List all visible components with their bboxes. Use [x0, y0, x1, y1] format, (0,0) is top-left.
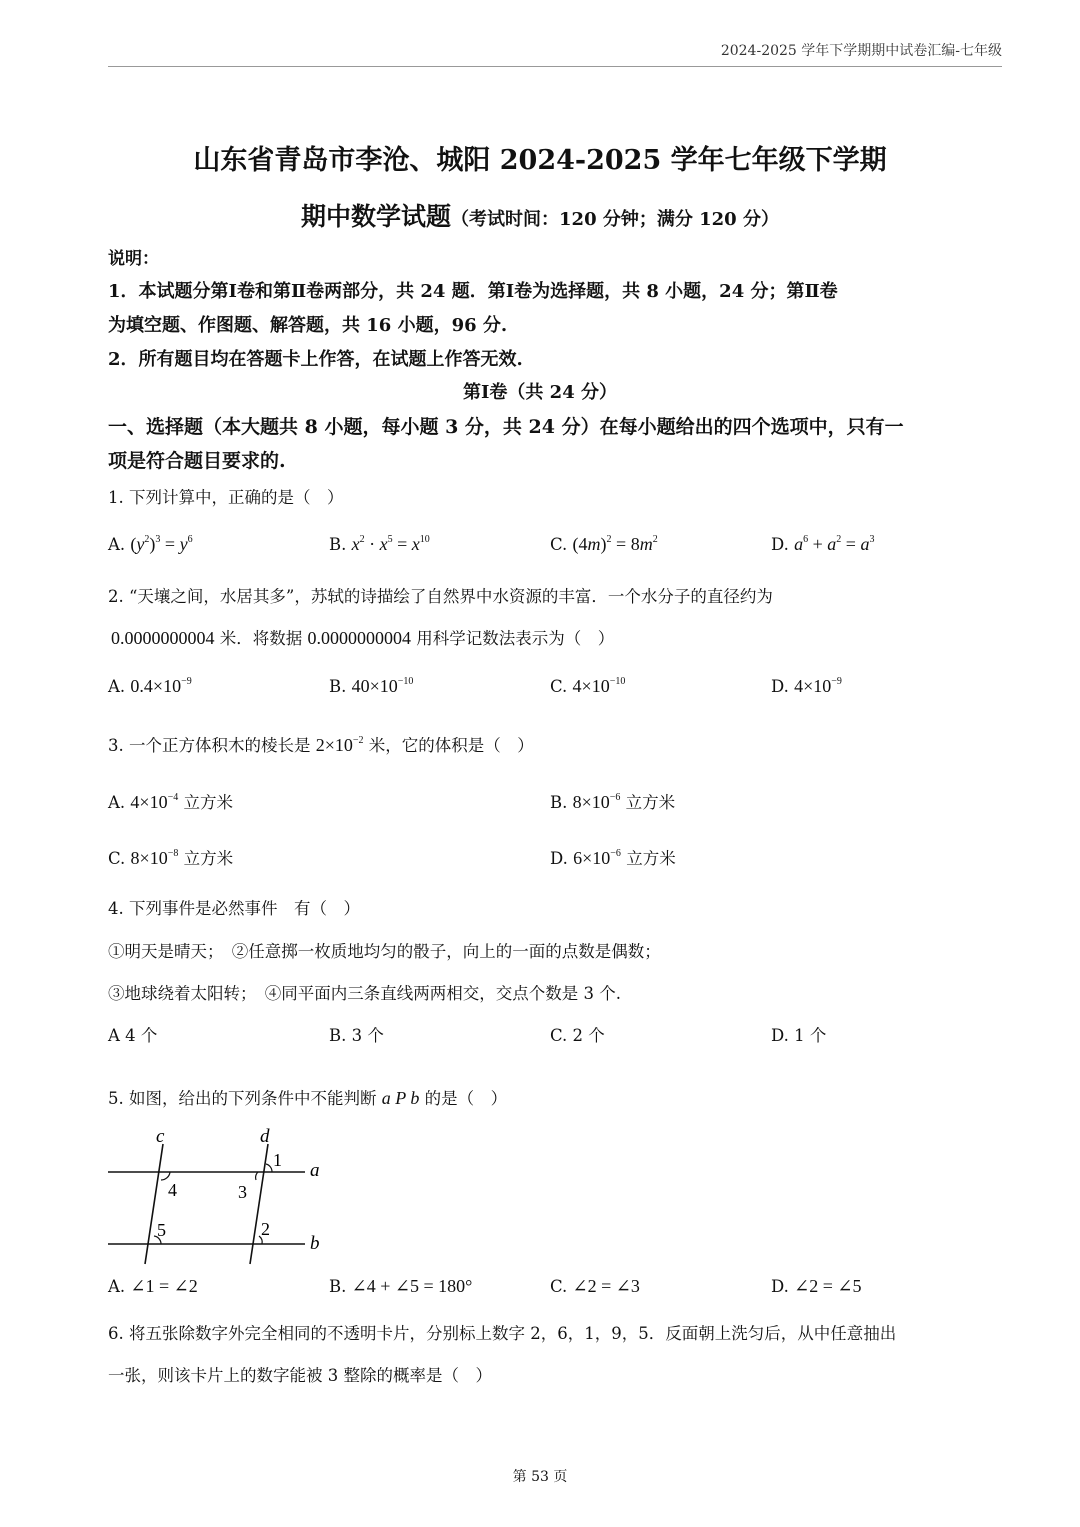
option-label: C. [108, 849, 126, 868]
q1-option-a [108, 534, 193, 555]
page-subtitle [0, 197, 1080, 233]
q2-c-expr: $4\times 10^{-10}$ [572, 676, 626, 696]
label-b: b [310, 1233, 320, 1254]
q2-b-expr: $40\times 10^{-10}$ [351, 676, 414, 696]
subtitle-main: 期中数学试题 [301, 202, 452, 231]
q3-c-unit: 立方米 [183, 849, 234, 868]
q2-option-a [108, 676, 192, 697]
q5-c-expr: ∠2 = ∠3 [572, 1276, 640, 1296]
q5-stem-b: 的是（ ） [419, 1089, 508, 1108]
q5-option-b [329, 1276, 472, 1297]
q1-a-expr: $(y^2)^3 = y^6$ [130, 534, 193, 554]
q1-d-expr: $a^6 + a^2 = a^3$ [794, 534, 875, 554]
q3-a-unit: 立方米 [183, 793, 233, 812]
q5-parallel-expr: a P b [381, 1088, 420, 1108]
option-label: C. [550, 677, 568, 696]
question-2-stem-a: 2. “天壤之间，水居其多”，苏轼的诗描绘了自然界中水资源的丰富．一个水分子的直径约为 [108, 587, 773, 606]
q1-option-b [329, 534, 430, 555]
q5-option-d [771, 1276, 861, 1297]
q1-b-expr: $x^2 \cdot x^5 = x^{10}$ [351, 534, 430, 554]
option-label: A. [108, 793, 126, 812]
q3-c-expr: $8\times 10^{-8}$ [130, 848, 179, 868]
instruction-1b: 为填空题、作图题、解答题，共 16 小题，96 分. [108, 315, 508, 336]
page-title: 山东省青岛市李沧、城阳 2024-2025 学年七年级下学期 [193, 145, 887, 176]
subtitle-exam-info: （考试时间：120 分钟；满分 120 分） [451, 209, 779, 230]
q4-option-a: A 4 个 [108, 1026, 158, 1045]
option-label: C. [550, 1277, 568, 1296]
q2-option-d [771, 676, 842, 697]
page-number: 第 53 页 [512, 1469, 568, 1485]
question-3-stem [108, 732, 534, 756]
option-label: D. [771, 677, 789, 696]
question-6-stem-a: 6. 将五张除数字外完全相同的不透明卡片，分别标上数字 2，6，1，9，5．反面朝上洗匀后，从中任意抽出 [108, 1324, 897, 1343]
q2-stem-b1: 米．将数据 [214, 629, 308, 648]
header-divider [108, 66, 1002, 67]
label-d: d [260, 1126, 270, 1147]
instruction-2: 2．所有题目均在答题卡上作答，在试题上作答无效. [108, 349, 523, 370]
q3-d-unit: 立方米 [626, 849, 676, 868]
instruction-1a: 1．本试题分第Ⅰ卷和第Ⅱ卷两部分，共 24 题．第Ⅰ卷为选择题，共 8 小题，24 分；第Ⅱ卷 [108, 281, 838, 302]
q2-number-2: 0.0000000004 [307, 628, 411, 648]
question-5-stem [108, 1085, 507, 1109]
option-label: A. [108, 535, 126, 554]
q3-stem-a: 3. 一个正方体积木的棱长是 [108, 736, 316, 755]
q5-b-expr: ∠4 + ∠5 = 180° [351, 1276, 473, 1296]
q3-option-c [108, 845, 233, 869]
question-2-stem-b [111, 625, 614, 649]
part-title-a: 一、选择题（本大题共 8 小题，每小题 3 分，共 24 分）在每小题给出的四个选项中，只有一 [108, 416, 904, 438]
q5-stem-a: 5. 如图，给出的下列条件中不能判断 [108, 1089, 382, 1108]
q5-d-expr: ∠2 = ∠5 [794, 1276, 862, 1296]
q3-b-unit: 立方米 [625, 793, 676, 812]
question-4-stem: 4. 下列事件是必然事件 有（ ） [108, 899, 360, 918]
q4-option-d: D. 1 个 [771, 1026, 827, 1045]
option-label: D. [550, 849, 568, 868]
q1-option-d [771, 534, 874, 555]
q2-number-1: 0.0000000004 [111, 628, 215, 648]
parallel-lines-figure [100, 1122, 340, 1272]
line-c [145, 1144, 163, 1264]
q3-stem-b: 米，它的体积是（ ） [363, 736, 534, 755]
angle-label-2: 2 [261, 1219, 270, 1239]
q2-a-expr: $0.4\times 10^{-9}$ [130, 676, 192, 696]
q3-edge-expr: $2\times 10^{-2}$ [315, 735, 364, 755]
angle-3-arc [256, 1172, 258, 1180]
question-6-stem-b: 一张，则该卡片上的数字能被 3 整除的概率是（ ） [108, 1366, 492, 1385]
instructions-heading: 说明： [108, 249, 159, 269]
option-label: A. [108, 677, 126, 696]
option-label: B. [329, 535, 347, 554]
q2-option-c [550, 676, 625, 697]
option-label: D. [771, 1277, 789, 1296]
q5-option-c [550, 1276, 640, 1297]
q1-option-c [550, 534, 658, 555]
q3-b-expr: $8\times 10^{-6}$ [572, 792, 621, 812]
volume-title: 第Ⅰ卷（共 24 分） [462, 382, 617, 403]
part-title-b: 项是符合题目要求的. [108, 450, 286, 472]
angle-label-4: 4 [168, 1180, 177, 1200]
angle-1-arc [266, 1164, 272, 1172]
label-a: a [310, 1160, 320, 1181]
option-label: B. [329, 677, 347, 696]
q3-option-d [550, 845, 676, 869]
q1-c-expr: $(4m)^2 = 8m^2$ [572, 534, 658, 554]
angle-4-arc [161, 1172, 170, 1180]
q3-a-expr: $4\times 10^{-4}$ [130, 792, 179, 812]
q5-option-a [108, 1276, 198, 1297]
q4-statement-line-1: ①明天是晴天； ②任意掷一枚质地均匀的骰子，向上的一面的点数是偶数； [108, 942, 661, 961]
option-label: D. [771, 535, 789, 554]
angle-label-5: 5 [157, 1220, 166, 1240]
option-label: B. [550, 793, 568, 812]
option-label: A. [108, 1277, 126, 1296]
q2-option-b [329, 676, 413, 697]
q4-option-c: C. 2 个 [550, 1026, 605, 1045]
q3-option-b [550, 789, 675, 813]
running-header: 2024-2025 学年下学期期中试卷汇编-七年级 [720, 43, 1002, 59]
q5-a-expr: ∠1 = ∠2 [130, 1276, 198, 1296]
question-1-stem: 1. 下列计算中，正确的是（ ） [108, 488, 344, 507]
q4-option-b: B. 3 个 [329, 1026, 384, 1045]
angle-label-3: 3 [238, 1182, 247, 1202]
q4-statement-line-2: ③地球绕着太阳转； ④同平面内三条直线两两相交，交点个数是 3 个. [108, 984, 621, 1003]
q3-d-expr: $6\times 10^{-6}$ [573, 848, 621, 868]
q2-d-expr: $4\times 10^{-9}$ [794, 676, 842, 696]
option-label: C. [550, 535, 568, 554]
option-label: B. [329, 1277, 347, 1296]
q2-stem-b2: 用科学记数法表示为（ ） [411, 629, 615, 648]
angle-label-1: 1 [273, 1150, 282, 1170]
line-d [250, 1144, 268, 1264]
q3-option-a [108, 789, 233, 813]
label-c: c [156, 1126, 165, 1147]
